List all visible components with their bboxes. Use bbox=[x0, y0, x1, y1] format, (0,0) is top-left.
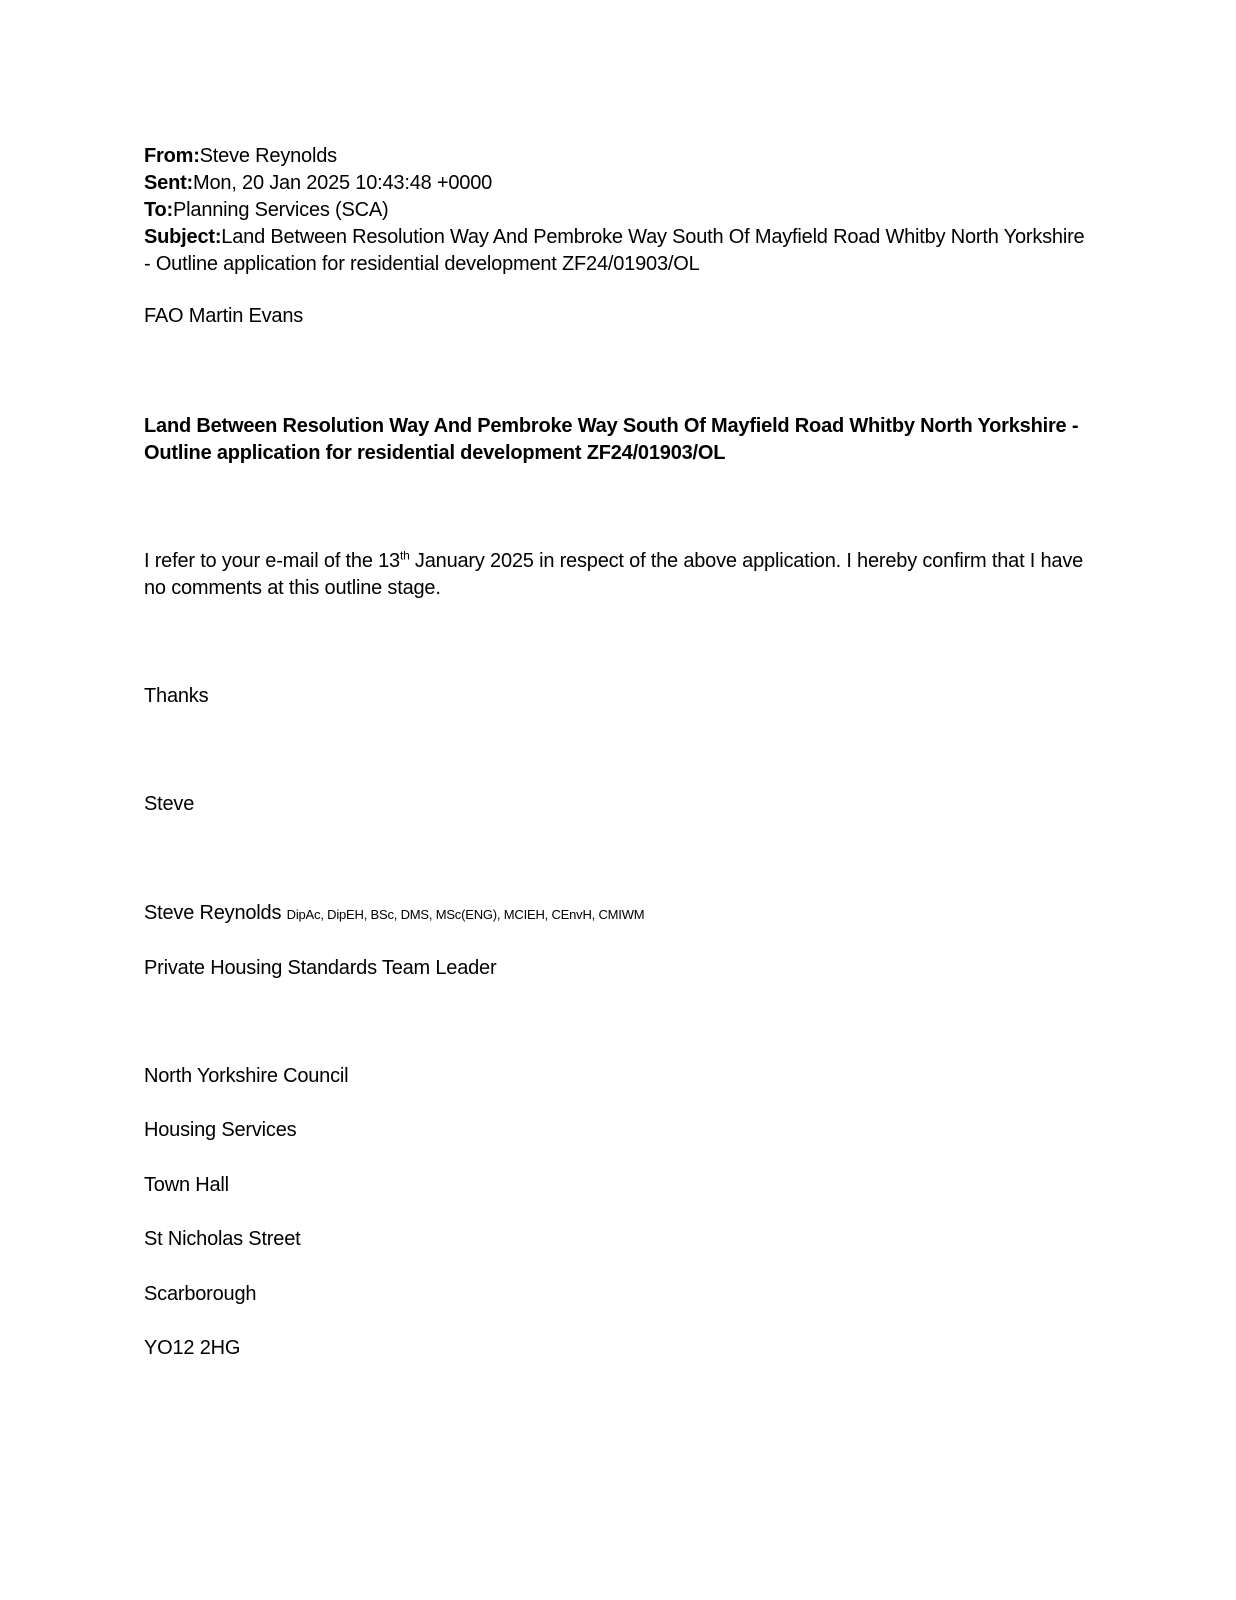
from-label: From: bbox=[144, 145, 200, 167]
sent-value: Mon, 20 Jan 2025 10:43:48 +0000 bbox=[193, 172, 493, 194]
body-paragraph bbox=[144, 548, 1094, 602]
subject-line bbox=[144, 224, 1094, 278]
signature-qualifications: DipAc, DipEH, BSc, DMS, MSc(ENG), MCIEH, CEnvH, CMIWM bbox=[286, 907, 645, 922]
fao-line: FAO Martin Evans bbox=[144, 305, 304, 327]
signature-role: Private Housing Standards Team Leader bbox=[144, 957, 497, 979]
sent-label: Sent: bbox=[144, 172, 194, 194]
from-line bbox=[144, 143, 1094, 170]
signature-name-line bbox=[144, 900, 644, 928]
signature-building: Town Hall bbox=[144, 1174, 229, 1196]
signature-organisation: North Yorkshire Council bbox=[144, 1065, 349, 1087]
signature-street: St Nicholas Street bbox=[144, 1228, 301, 1250]
para-superscript: th bbox=[399, 548, 410, 563]
to-value: Planning Services (SCA) bbox=[173, 199, 389, 221]
subject-label: Subject: bbox=[144, 226, 222, 248]
from-value: Steve Reynolds bbox=[199, 145, 337, 167]
para-before: I refer to your e-mail of the 13 bbox=[144, 550, 400, 572]
para-after: January 2025 in respect of the above application. I hereby confirm that I have no comments at this outline stage. bbox=[144, 550, 1084, 599]
to-label: To: bbox=[144, 199, 174, 221]
application-title: Land Between Resolution Way And Pembroke Way South Of Mayfield Road Whitby North Yorkshire - Outline application for residential development ZF24/01903/OL bbox=[144, 415, 1079, 464]
signature-postcode: YO12 2HG bbox=[144, 1337, 241, 1359]
subject-value: Land Between Resolution Way And Pembroke Way South Of Mayfield Road Whitby North Yorkshire - Outline application for residential development ZF24/01903/OL bbox=[144, 226, 1085, 275]
sent-line bbox=[144, 170, 1094, 197]
email-header bbox=[144, 143, 1094, 278]
sign-off: Steve bbox=[144, 793, 195, 815]
signature-town: Scarborough bbox=[144, 1283, 257, 1305]
signature-department: Housing Services bbox=[144, 1119, 297, 1141]
thanks-line: Thanks bbox=[144, 685, 209, 707]
to-line bbox=[144, 197, 1094, 224]
signature-name: Steve Reynolds bbox=[144, 902, 282, 924]
